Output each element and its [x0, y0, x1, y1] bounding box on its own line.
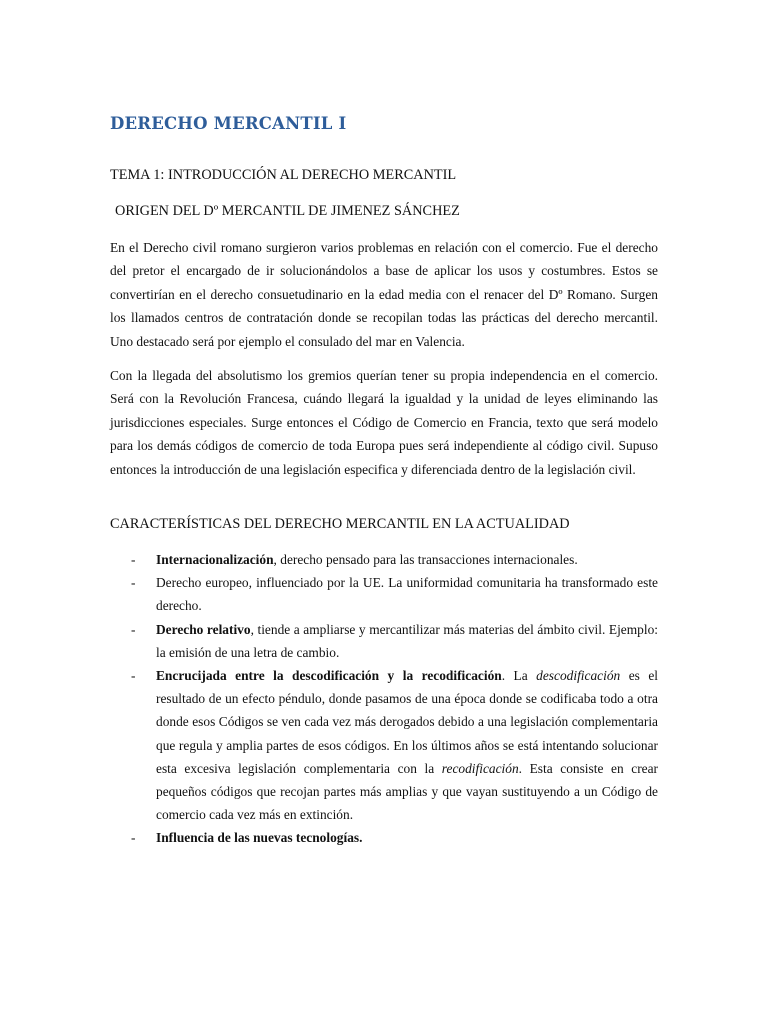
bullet-dash: -	[131, 830, 136, 846]
origen-heading: ORIGEN DEL Dº MERCANTIL DE JIMENEZ SÁNCHEZ	[115, 203, 460, 219]
item-term: Influencia de las nuevas tecnologías.	[156, 830, 363, 846]
list-item	[110, 826, 658, 849]
item-text: Derecho europeo, influenciado por la UE. La uniformidad comunitaria ha transformado este derecho.	[156, 575, 658, 614]
item-term: Internacionalización	[156, 552, 274, 567]
item-text: . Esta consiste en crear pequeños códigos que recojan partes más amplias y que vayan sustituyendo a un Código de comercio cada vez más en extinción.	[156, 760, 658, 823]
list-item	[110, 618, 658, 664]
paragraph-absolutismo: Con la llegada del absolutismo los gremios querían tener su propia independencia en el comercio. Será con la Revolución Francesa, cuándo llegará la igualdad y la unidad de leyes eliminando las jurisdicciones especiales. Surge entonces el Código de Comercio en Francia, texto que será modelo para los demás códigos de comercio de toda Europa pues será independiente al código civil. Supuso entonces la introducción de una legislación especifica y diferenciada dentro de la legislación civil.	[110, 368, 658, 477]
item-term: Derecho relativo	[156, 621, 251, 637]
document-title: DERECHO MERCANTIL I	[110, 114, 347, 133]
bullet-dash: -	[131, 552, 136, 567]
caracteristicas-list	[110, 548, 658, 850]
item-term: Encrucijada entre la descodificación y la recodificación	[156, 668, 502, 684]
list-item	[110, 664, 658, 826]
bullet-dash: -	[131, 575, 136, 591]
tema-heading: TEMA 1: INTRODUCCIÓN AL DERECHO MERCANTIL	[110, 167, 457, 183]
caracteristicas-heading: CARACTERÍSTICAS DEL DERECHO MERCANTIL EN LA ACTUALIDAD	[110, 516, 570, 532]
list-item	[110, 548, 658, 571]
item-text: , tiende a ampliarse y mercantilizar más materias del ámbito civil. Ejemplo: la emisión de una letra de cambio.	[156, 621, 658, 660]
item-italic-term: descodificación	[536, 668, 621, 684]
item-text: . La	[501, 668, 537, 684]
item-text: es el resultado de un efecto péndulo, donde pasamos de una época donde se codificaba todo a otra donde esos Códigos se ven cada vez más derogados debido a una legislación complementaria que regula y amplia partes de esos códigos. En los últimos años se está intentando solucionar esta excesiva legislación complementaria con la	[156, 668, 659, 776]
item-italic-term: recodificación	[441, 760, 519, 776]
paragraph-origen: En el Derecho civil romano surgieron varios problemas en relación con el comercio. Fue el derecho del pretor el encargado de ir solucionándolos a base de aplicar los usos y costumbres. Estos se convertirían en el derecho consuetudinario en la edad media con el renacer del Dº Romano. Surgen los llamados centros de contratación donde se recopilan todas las prácticas del derecho mercantil. Uno destacado será por ejemplo el consulado del mar en Valencia.	[110, 240, 658, 349]
bullet-dash: -	[131, 668, 136, 684]
bullet-dash: -	[131, 621, 136, 637]
list-item	[110, 571, 658, 617]
item-text: , derecho pensado para las transacciones internacionales.	[273, 552, 578, 567]
